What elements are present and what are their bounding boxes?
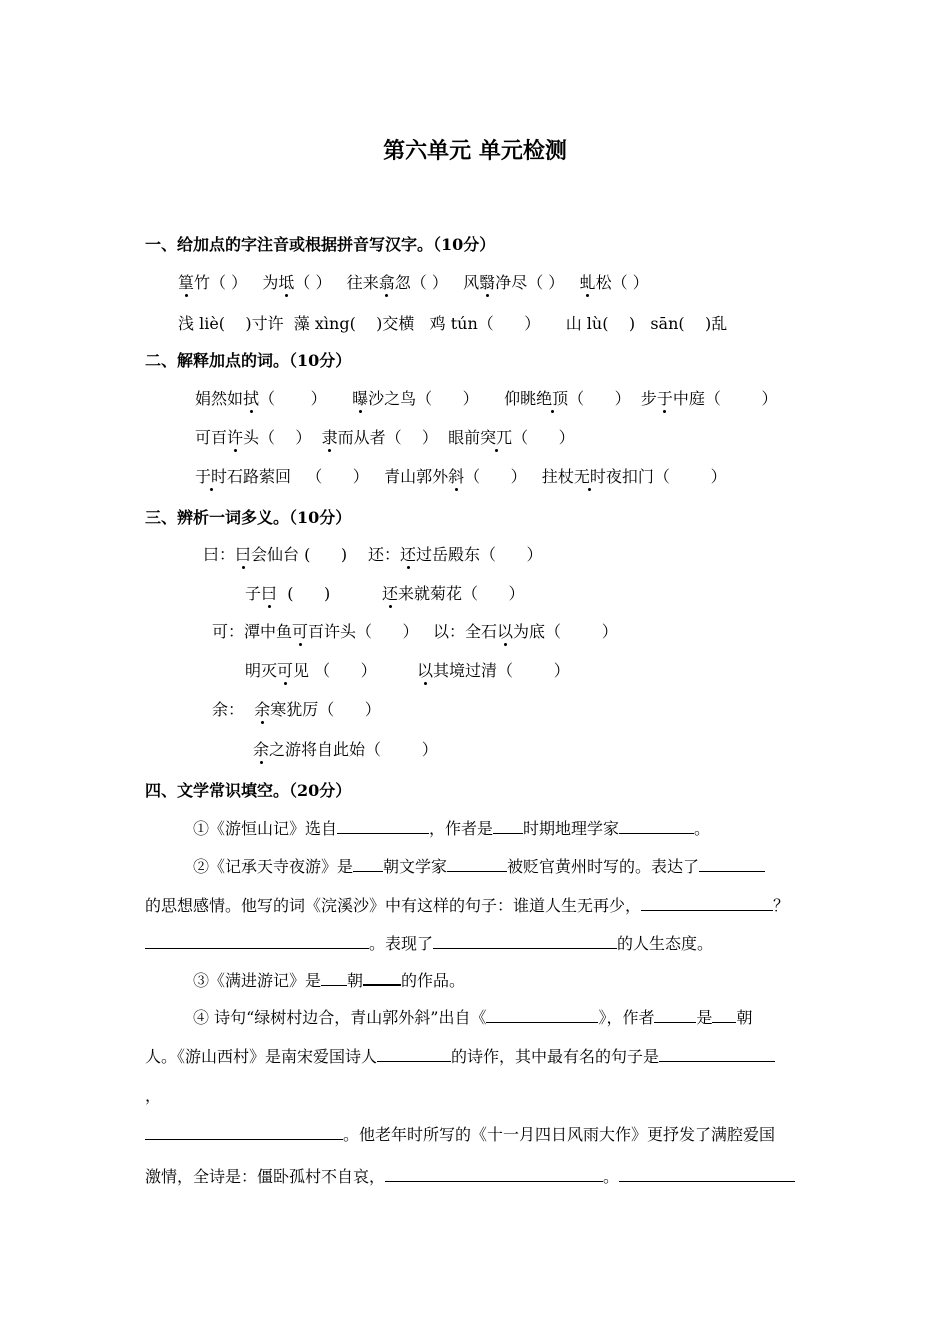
item-2-8: 于时石路萦回 （ ）: [195, 467, 369, 486]
blank[interactable]: [337, 818, 429, 834]
section-1-heading: 一、给加点的字注音或根据拼音写汉字。（10分）: [145, 235, 496, 254]
question-4-cont-2: 。他老年时所写的《十一月四日风雨大作》更抒发了满腔爱国: [145, 1124, 775, 1146]
section-4-heading: 四、文学常识填空。（20分）: [145, 781, 352, 800]
item-2-6: 隶而从者（ ）: [321, 428, 438, 447]
item-1-4: 风翳净尽（ ）: [463, 273, 565, 292]
blank[interactable]: [654, 1007, 696, 1023]
blank[interactable]: [377, 1046, 451, 1062]
blank[interactable]: [486, 1007, 598, 1023]
blank[interactable]: [433, 933, 617, 949]
blank[interactable]: [145, 933, 369, 949]
item-2-4: 步于中庭（ ）: [640, 389, 778, 408]
question-4: ④ 诗句“绿树村边合，青山郭外斜”出自《 》，作者 是 朝: [193, 1008, 753, 1027]
item-2-10: 拄杖无时夜扣门（ ）: [541, 467, 727, 486]
blank[interactable]: [363, 969, 401, 986]
blank[interactable]: [659, 1046, 775, 1062]
blank[interactable]: [619, 818, 694, 834]
s3-row-2b: 还来就菊花（ ）: [382, 584, 525, 603]
question-2-cont-2: 。表现了 的人生态度。: [145, 933, 713, 955]
blank[interactable]: [699, 856, 765, 872]
item-2-3: 仰眺绝顶（ ）: [504, 389, 631, 408]
question-4-comma: ，: [145, 1086, 162, 1105]
blank[interactable]: [385, 1166, 603, 1182]
s3-row-3b: 以：全石以为底（ ）: [433, 622, 618, 641]
item-2-9: 青山郭外斜（ ）: [384, 467, 527, 486]
blank[interactable]: [353, 856, 383, 872]
blank[interactable]: [641, 895, 773, 911]
section-1-line-2: 浅 liè( )寸许 藻 xìng( )交横 鸡 tún（ ） 山 lù( ) sān( )乱: [178, 314, 728, 333]
s3-row-1a: 曰：曰会仙台 ( ): [203, 545, 348, 564]
item-2-1: 娟然如拭（ ）: [195, 389, 327, 408]
item-2-7: 眼前突兀（ ）: [448, 428, 575, 447]
page-title: 第六单元 单元检测: [383, 138, 567, 164]
s3-row-3a: 可：潭中鱼可百许头（ ）: [212, 622, 419, 641]
blank[interactable]: [321, 970, 347, 986]
section-2-heading: 二、解释加点的词。（10分）: [145, 351, 352, 370]
s3-row-4b: 以其境过清（ ）: [417, 661, 570, 680]
blank[interactable]: [712, 1007, 736, 1023]
s3-row-6: 余之游将自此始（ ）: [253, 740, 438, 759]
section-2-line-3: [195, 466, 727, 488]
section-2-line-1: [195, 388, 778, 410]
item-1-5: 虬松（ ）: [579, 273, 649, 292]
s3-row-4a: 明灭可见 （ ）: [245, 661, 377, 680]
question-2: ②《记承天寺夜游》是 朝文学家 被贬官黄州时写的。表达了: [193, 856, 765, 878]
section-1-line-1: [178, 272, 649, 294]
blank[interactable]: [145, 1124, 343, 1140]
item-1-2: 为坻（ ）: [262, 273, 332, 292]
s3-row-5: 余： 余寒犹厉（ ）: [212, 700, 381, 719]
blank[interactable]: [447, 856, 507, 872]
s3-row-2a: 子曰 ( ): [245, 584, 331, 603]
question-3: ③《满进游记》是 朝 的作品。: [193, 971, 466, 990]
item-1-3: 往来翕忽（ ）: [346, 273, 448, 292]
question-4-cont-1: 人。《游山西村》是南宋爱国诗人 的诗作，其中最有名的句子是: [145, 1046, 775, 1068]
section-3-heading: 三、辨析一词多义。（10分）: [145, 508, 352, 527]
question-1: ①《游恒山记》选自 ，作者是 时期地理学家 。: [193, 819, 711, 838]
item-2-2: 曝沙之鸟（ ）: [352, 389, 479, 408]
question-4-cont-3: 激情，全诗是：僵卧孤村不自哀， 。: [145, 1166, 795, 1188]
question-2-cont-1: 的思想感情。他写的词《浣溪沙》中有这样的句子：谁道人生无再少， ？: [145, 896, 790, 915]
item-2-5: 可百许头（ ）: [195, 428, 312, 447]
section-2-line-2: [195, 427, 575, 449]
item-1-1: 篁竹（ ）: [178, 273, 248, 292]
blank[interactable]: [493, 818, 523, 834]
blank[interactable]: [619, 1166, 795, 1182]
s3-row-1b: 还：还过岳殿东（ ）: [368, 545, 543, 564]
